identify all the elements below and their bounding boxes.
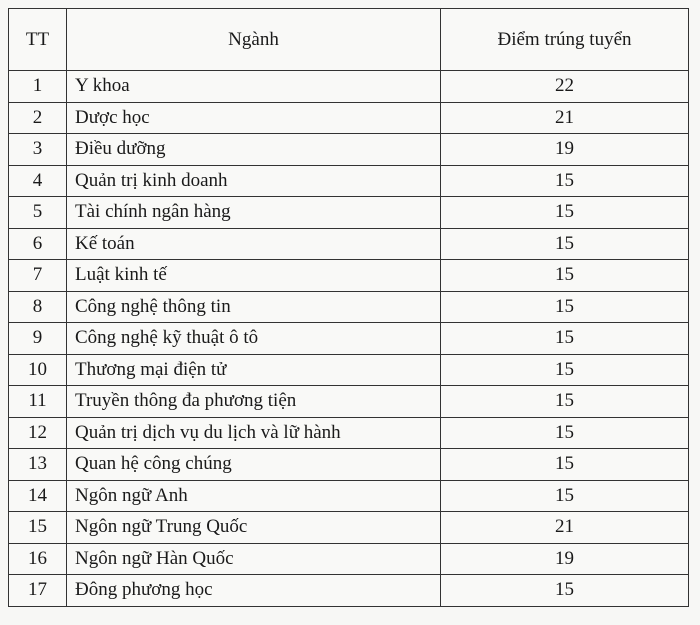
row-major-name: Đông phương học <box>67 575 441 607</box>
table-row <box>9 260 689 292</box>
row-number: 11 <box>9 386 67 418</box>
row-score: 15 <box>441 575 689 607</box>
row-major-name: Công nghệ thông tin <box>67 291 441 323</box>
table-row <box>9 543 689 575</box>
document-page <box>8 8 688 607</box>
row-score: 15 <box>441 480 689 512</box>
row-major-name: Truyền thông đa phương tiện <box>67 386 441 418</box>
row-number: 8 <box>9 291 67 323</box>
row-major-name: Luật kinh tế <box>67 260 441 292</box>
row-major-name: Thương mại điện tử <box>67 354 441 386</box>
table-row <box>9 165 689 197</box>
row-number: 15 <box>9 512 67 544</box>
table-row <box>9 354 689 386</box>
table-body <box>9 71 689 607</box>
row-major-name: Ngôn ngữ Hàn Quốc <box>67 543 441 575</box>
row-number: 4 <box>9 165 67 197</box>
row-score: 22 <box>441 71 689 103</box>
row-score: 15 <box>441 260 689 292</box>
table-row <box>9 386 689 418</box>
row-number: 3 <box>9 134 67 166</box>
row-score: 15 <box>441 449 689 481</box>
row-score: 19 <box>441 134 689 166</box>
row-number: 14 <box>9 480 67 512</box>
row-score: 15 <box>441 386 689 418</box>
row-number: 9 <box>9 323 67 355</box>
row-number: 5 <box>9 197 67 229</box>
table-header <box>9 9 689 71</box>
row-major-name: Điều dưỡng <box>67 134 441 166</box>
header-diem: Điểm trúng tuyển <box>441 9 689 71</box>
table-row <box>9 575 689 607</box>
header-tt: TT <box>9 9 67 71</box>
table-row <box>9 134 689 166</box>
row-number: 13 <box>9 449 67 481</box>
row-score: 15 <box>441 228 689 260</box>
row-major-name: Quản trị kinh doanh <box>67 165 441 197</box>
row-score: 15 <box>441 291 689 323</box>
row-number: 17 <box>9 575 67 607</box>
header-nganh: Ngành <box>67 9 441 71</box>
row-major-name: Tài chính ngân hàng <box>67 197 441 229</box>
table-row <box>9 480 689 512</box>
row-major-name: Kế toán <box>67 228 441 260</box>
row-score: 15 <box>441 197 689 229</box>
row-major-name: Quản trị dịch vụ du lịch và lữ hành <box>67 417 441 449</box>
row-score: 15 <box>441 165 689 197</box>
table-row <box>9 512 689 544</box>
row-score: 15 <box>441 417 689 449</box>
row-number: 7 <box>9 260 67 292</box>
row-score: 21 <box>441 512 689 544</box>
table-row <box>9 417 689 449</box>
row-major-name: Quan hệ công chúng <box>67 449 441 481</box>
row-score: 21 <box>441 102 689 134</box>
row-number: 12 <box>9 417 67 449</box>
admission-scores-table <box>8 8 689 607</box>
row-major-name: Ngôn ngữ Anh <box>67 480 441 512</box>
row-major-name: Dược học <box>67 102 441 134</box>
row-score: 19 <box>441 543 689 575</box>
header-row <box>9 9 689 71</box>
row-number: 2 <box>9 102 67 134</box>
row-major-name: Ngôn ngữ Trung Quốc <box>67 512 441 544</box>
row-number: 6 <box>9 228 67 260</box>
row-number: 16 <box>9 543 67 575</box>
row-major-name: Công nghệ kỹ thuật ô tô <box>67 323 441 355</box>
table-row <box>9 228 689 260</box>
table-row <box>9 102 689 134</box>
table-row <box>9 291 689 323</box>
row-major-name: Y khoa <box>67 71 441 103</box>
table-row <box>9 449 689 481</box>
row-number: 10 <box>9 354 67 386</box>
table-row <box>9 323 689 355</box>
table-row <box>9 71 689 103</box>
row-score: 15 <box>441 323 689 355</box>
row-number: 1 <box>9 71 67 103</box>
table-row <box>9 197 689 229</box>
row-score: 15 <box>441 354 689 386</box>
